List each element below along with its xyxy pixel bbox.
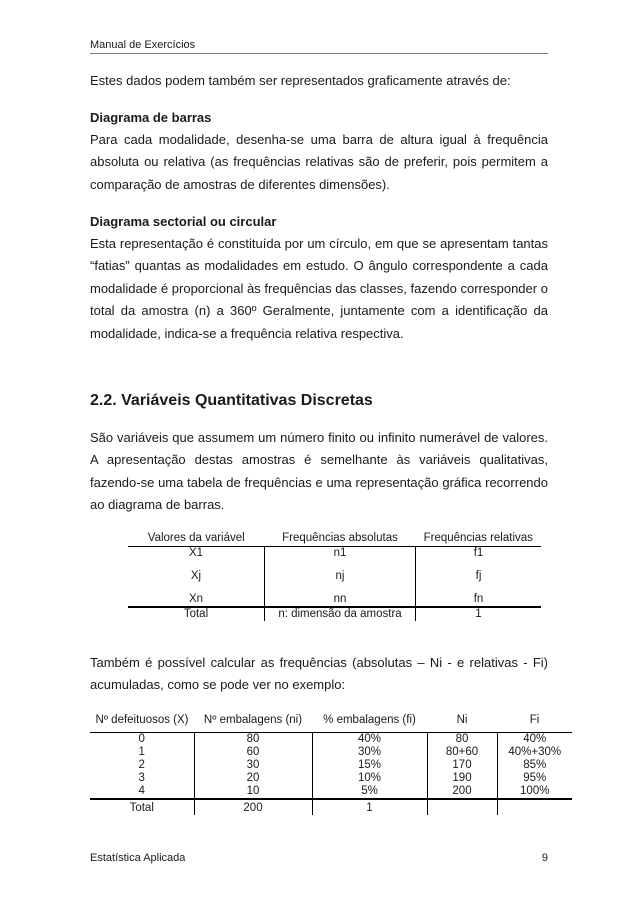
table-row xyxy=(128,570,541,583)
table-cell: 10 xyxy=(194,785,312,799)
table-cell: Total xyxy=(128,607,265,621)
table-cell: 80 xyxy=(194,733,312,747)
accum-text: Também é possível calcular as frequências (absolutas – Ni - e relativas - Fi) acumuladas, como se pode ver no exemplo: xyxy=(90,655,548,693)
col-header: Frequências absolutas xyxy=(265,531,416,547)
table-cell xyxy=(427,799,497,815)
table-cell: 40%+30% xyxy=(508,746,562,758)
table-cell: 100% xyxy=(497,785,572,799)
table-cell: 190 xyxy=(427,772,497,785)
table-cell: 80 xyxy=(427,733,497,747)
table-row xyxy=(90,759,572,772)
table-row xyxy=(128,593,541,607)
page-footer xyxy=(90,852,548,864)
col-header: Fi xyxy=(497,711,572,733)
col-header: Ni xyxy=(427,711,497,733)
page-header xyxy=(90,39,548,54)
table-cell: fj xyxy=(475,570,482,582)
table-cell: X1 xyxy=(128,547,265,561)
table-cell: 30 xyxy=(194,759,312,772)
page-number: 9 xyxy=(541,852,548,864)
table-cell: 80+60 xyxy=(427,746,497,759)
section-heading: 2.2. Variáveis Quantitativas Discretas xyxy=(90,392,373,409)
table-total-row xyxy=(128,607,541,621)
table-cell: 85% xyxy=(523,759,547,771)
table-header-row xyxy=(90,711,572,733)
table-cell: n: dimensão da amostra xyxy=(265,607,416,621)
col-header: Frequências relativas xyxy=(416,531,542,547)
table-cell: 15% xyxy=(312,759,427,772)
table-cell: 0 xyxy=(90,733,194,747)
intro-text: Estes dados podem também ser representados graficamente através de: xyxy=(90,73,511,88)
table-cell: Total xyxy=(90,799,194,815)
table-cell: 60 xyxy=(194,746,312,759)
table-cell: 170 xyxy=(427,759,497,772)
table-row xyxy=(90,746,572,759)
table-cell: 40% xyxy=(523,733,547,745)
table-cell: 200 xyxy=(427,785,497,799)
header-title: Manual de Exercícios xyxy=(90,39,196,51)
table-row xyxy=(90,733,572,747)
sector-text: Esta representação é constituída por um círculo, em que se apresentam tantas “fatias” quantas as modalidades em estudo. O ângulo correspondente a cada modalidade é proporcional às frequências das classes, fazendo corresponder o total da amostra (n) a 360º Geralmente, juntamente com a identificação da modalidade, indica-se a frequência relativa respectiva. xyxy=(90,236,548,341)
sector-heading: Diagrama sectorial ou circular xyxy=(90,214,277,229)
table-cell: 95% xyxy=(523,772,547,784)
table-cell: 1 xyxy=(90,746,194,759)
table-cell xyxy=(497,799,572,815)
table-row xyxy=(128,547,541,561)
col-header: % embalagens (fi) xyxy=(312,711,427,733)
frequency-table xyxy=(128,531,541,621)
table-cell: Xj xyxy=(128,570,265,583)
table-cell: 200 xyxy=(194,799,312,815)
table-cell: n1 xyxy=(265,547,416,561)
accumulated-table xyxy=(90,711,572,815)
table-cell: fn xyxy=(416,593,542,607)
table-cell: 2 xyxy=(90,759,194,772)
col-header: Nº embalagens (ni) xyxy=(194,711,312,733)
col-header: Nº defeituosos (X) xyxy=(90,711,194,733)
table-row xyxy=(90,785,572,799)
table-header-row xyxy=(128,531,541,547)
bars-text: Para cada modalidade, desenha-se uma barra de altura igual à frequência absoluta ou relativa (as frequências relativas são de preferir, pois permitem a comparação de amostras de diferentes dimensões). xyxy=(90,132,548,192)
table-cell: 1 xyxy=(312,799,427,815)
table-cell: Xn xyxy=(128,593,265,607)
table-cell: nn xyxy=(265,593,416,607)
table-cell: 10% xyxy=(312,772,427,785)
bars-heading: Diagrama de barras xyxy=(90,110,212,125)
table-total-row xyxy=(90,799,572,815)
table-cell: 20 xyxy=(194,772,312,785)
table-cell: 5% xyxy=(312,785,427,799)
footer-title: Estatística Aplicada xyxy=(90,852,186,864)
table-row xyxy=(90,772,572,785)
table-cell: nj xyxy=(265,570,416,583)
table-cell: 4 xyxy=(90,785,194,799)
section-text: São variáveis que assumem um número finito ou infinito numerável de valores. A apresentação destas amostras é semelhante às variáveis qualitativas, fazendo-se uma tabela de frequências e uma representação gráfica recorrendo ao diagrama de barras. xyxy=(90,430,548,513)
table-cell: 1 xyxy=(475,608,482,620)
table-cell: f1 xyxy=(473,547,484,559)
col-header: Valores da variável xyxy=(128,531,265,547)
table-cell: 40% xyxy=(312,733,427,747)
table-cell: 30% xyxy=(312,746,427,759)
table-cell: 3 xyxy=(90,772,194,785)
